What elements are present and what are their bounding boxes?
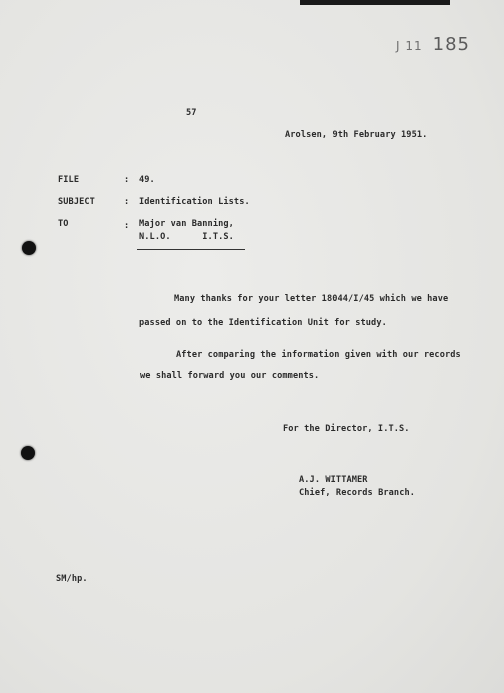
place-date: Arolsen, 9th February 1951. xyxy=(285,130,428,140)
file-colon: : xyxy=(124,175,130,185)
archive-stamp xyxy=(396,34,470,55)
to-colon: : xyxy=(124,221,130,231)
body-para2-line2: we shall forward you our comments. xyxy=(140,371,320,381)
signatory-name: A.J. WITTAMER xyxy=(299,475,368,485)
subject-label: SUBJECT xyxy=(58,197,95,207)
to-label: TO xyxy=(58,219,69,229)
to-line1: Major van Banning, xyxy=(139,219,234,229)
subject-colon: : xyxy=(124,197,130,207)
closing-line: For the Director, I.T.S. xyxy=(283,424,410,434)
stamp-number: 185 xyxy=(432,34,470,55)
scan-edge-bar xyxy=(300,0,450,5)
body-para1-line1: Many thanks for your letter 18044/I/45 which we have xyxy=(174,294,449,304)
file-value: 49. xyxy=(139,175,155,185)
address-underline xyxy=(137,249,245,250)
subject-value: Identification Lists. xyxy=(139,197,250,207)
punch-hole-top xyxy=(22,241,36,255)
file-label: FILE xyxy=(58,175,80,185)
body-para1-line2: passed on to the Identification Unit for study. xyxy=(139,318,387,328)
stamp-mark: J 11 xyxy=(396,39,423,53)
reference-initials: SM/hp. xyxy=(56,574,88,584)
body-para2-line1: After comparing the information given with our records xyxy=(176,350,461,360)
page-number: 57 xyxy=(186,108,197,118)
to-line2: N.L.O. I.T.S. xyxy=(139,232,234,242)
punch-hole-bottom xyxy=(21,446,35,460)
signatory-title: Chief, Records Branch. xyxy=(299,488,416,498)
